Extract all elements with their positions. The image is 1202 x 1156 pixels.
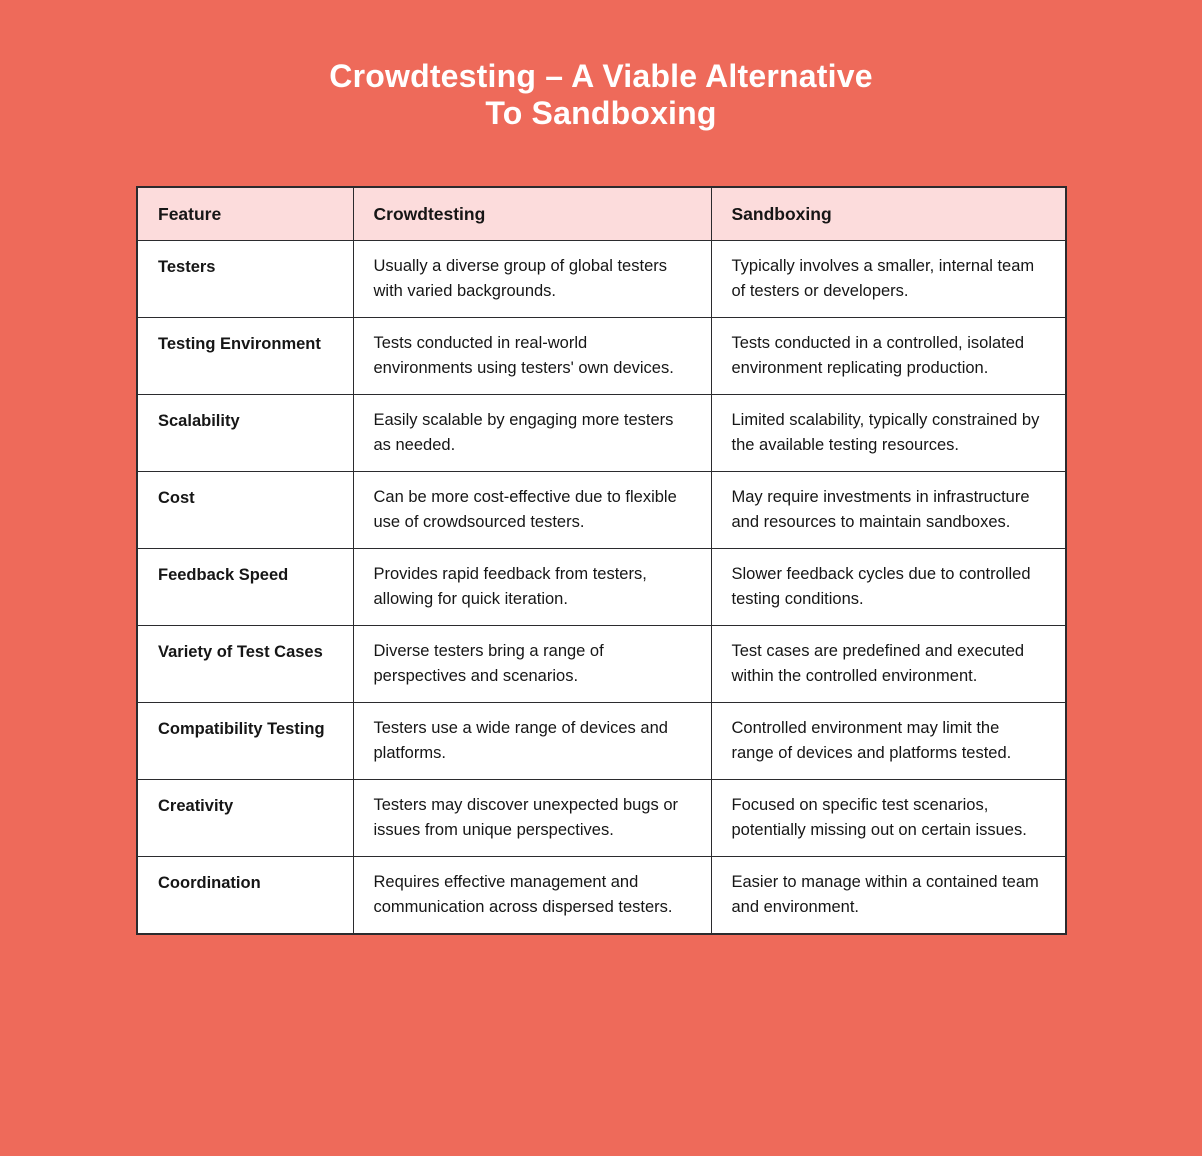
sandboxing-cell: Tests conducted in a controlled, isolated environment replicating production. <box>711 318 1066 395</box>
table-header-row <box>137 187 1066 241</box>
sandboxing-cell: Test cases are predefined and executed within the controlled environment. <box>711 626 1066 703</box>
feature-cell: Variety of Test Cases <box>137 626 353 703</box>
sandboxing-cell: Limited scalability, typically constrained by the available testing resources. <box>711 395 1066 472</box>
table-row <box>137 780 1066 857</box>
feature-cell: Coordination <box>137 857 353 935</box>
table-row <box>137 549 1066 626</box>
crowdtesting-cell: Testers may discover unexpected bugs or issues from unique perspectives. <box>353 780 711 857</box>
table-row <box>137 395 1066 472</box>
feature-cell: Testing Environment <box>137 318 353 395</box>
sandboxing-cell: Slower feedback cycles due to controlled testing conditions. <box>711 549 1066 626</box>
crowdtesting-cell: Diverse testers bring a range of perspectives and scenarios. <box>353 626 711 703</box>
crowdtesting-cell: Provides rapid feedback from testers, allowing for quick iteration. <box>353 549 711 626</box>
table-row <box>137 472 1066 549</box>
column-header-crowdtesting: Crowdtesting <box>353 187 711 241</box>
feature-cell: Creativity <box>137 780 353 857</box>
column-header-feature: Feature <box>137 187 353 241</box>
feature-cell: Cost <box>137 472 353 549</box>
sandboxing-cell: May require investments in infrastructure and resources to maintain sandboxes. <box>711 472 1066 549</box>
column-header-sandboxing: Sandboxing <box>711 187 1066 241</box>
crowdtesting-cell: Requires effective management and communication across dispersed testers. <box>353 857 711 935</box>
comparison-table <box>136 186 1067 935</box>
table-row <box>137 626 1066 703</box>
crowdtesting-cell: Usually a diverse group of global testers with varied backgrounds. <box>353 241 711 318</box>
table-row <box>137 241 1066 318</box>
page-title <box>0 58 1202 132</box>
feature-cell: Scalability <box>137 395 353 472</box>
title-line-1: Crowdtesting – A Viable Alternative <box>329 58 873 94</box>
table-body <box>137 241 1066 935</box>
table-row <box>137 857 1066 935</box>
table-header <box>137 187 1066 241</box>
title-line-2: To Sandboxing <box>485 95 717 131</box>
feature-cell: Testers <box>137 241 353 318</box>
crowdtesting-cell: Tests conducted in real-world environments using testers' own devices. <box>353 318 711 395</box>
sandboxing-cell: Easier to manage within a contained team and environment. <box>711 857 1066 935</box>
table-row <box>137 703 1066 780</box>
crowdtesting-cell: Easily scalable by engaging more testers as needed. <box>353 395 711 472</box>
sandboxing-cell: Typically involves a smaller, internal team of testers or developers. <box>711 241 1066 318</box>
sandboxing-cell: Controlled environment may limit the range of devices and platforms tested. <box>711 703 1066 780</box>
feature-cell: Feedback Speed <box>137 549 353 626</box>
crowdtesting-cell: Testers use a wide range of devices and platforms. <box>353 703 711 780</box>
crowdtesting-cell: Can be more cost-effective due to flexible use of crowdsourced testers. <box>353 472 711 549</box>
feature-cell: Compatibility Testing <box>137 703 353 780</box>
sandboxing-cell: Focused on specific test scenarios, potentially missing out on certain issues. <box>711 780 1066 857</box>
table-row <box>137 318 1066 395</box>
